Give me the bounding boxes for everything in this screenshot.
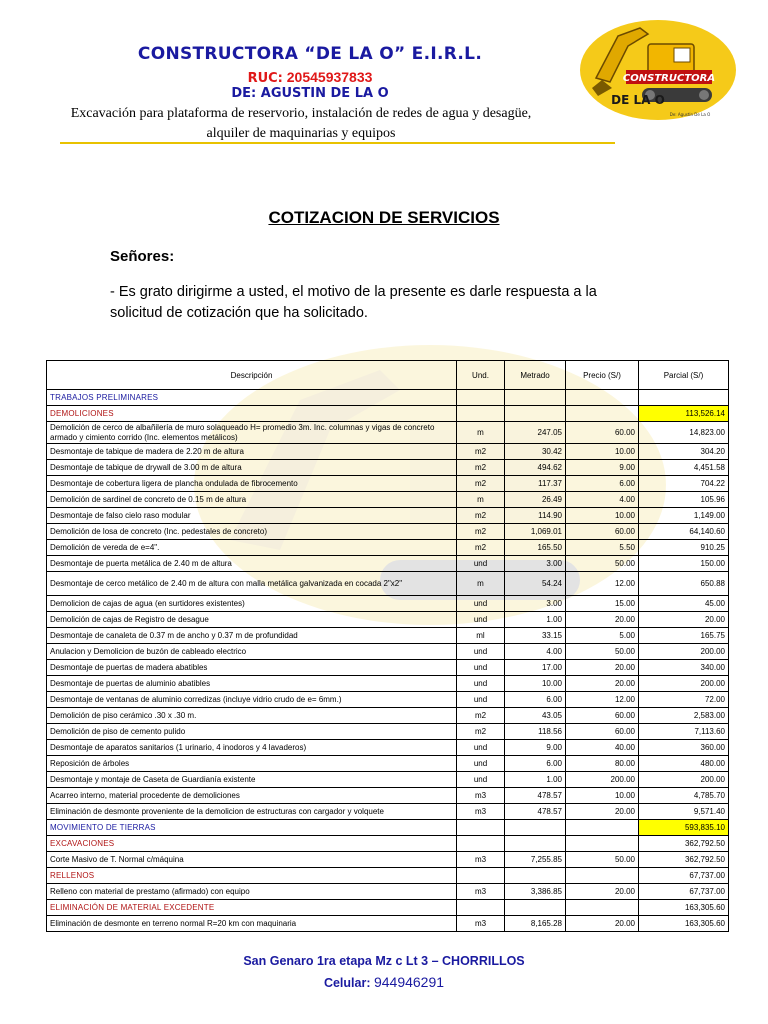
- row-unit: und: [457, 692, 505, 708]
- phone-label: Celular:: [323, 976, 371, 990]
- row-description: Desmontaje y montaje de Caseta de Guardianía existente: [47, 772, 457, 788]
- row-price: 10.00: [566, 788, 639, 804]
- row-partial: [639, 390, 729, 406]
- table-row: [47, 444, 729, 460]
- row-quantity: 10.00: [505, 676, 566, 692]
- row-quantity: 54.24: [505, 572, 566, 596]
- row-quantity: 26.49: [505, 492, 566, 508]
- row-description: Desmontaje de tabique de madera de 2.20 m de altura: [47, 444, 457, 460]
- row-partial: 165.75: [639, 628, 729, 644]
- table-row: [47, 884, 729, 900]
- salutation: Señores:: [110, 248, 175, 265]
- logo-text-top: CONSTRUCTORA: [622, 73, 716, 84]
- row-quantity: [505, 390, 566, 406]
- row-unit: m3: [457, 788, 505, 804]
- row-partial: 362,792.50: [639, 836, 729, 852]
- row-price: [566, 820, 639, 836]
- row-description: Demolición de vereda de e=4".: [47, 540, 457, 556]
- table-row: [47, 572, 729, 596]
- subsection-row: [47, 868, 729, 884]
- table-row: [47, 772, 729, 788]
- row-unit: und: [457, 772, 505, 788]
- row-description: ELIMINACIÓN DE MATERIAL EXCEDENTE: [47, 900, 457, 916]
- row-quantity: 114.90: [505, 508, 566, 524]
- row-partial: 67,737.00: [639, 884, 729, 900]
- row-unit: [457, 836, 505, 852]
- row-description: Demolición de piso de cemento pulido: [47, 724, 457, 740]
- row-unit: [457, 820, 505, 836]
- row-description: Desmontaje de canaleta de 0.37 m de ancho y 0.37 m de profundidad: [47, 628, 457, 644]
- row-price: 50.00: [566, 556, 639, 572]
- row-quantity: 494.62: [505, 460, 566, 476]
- row-quantity: 118.56: [505, 724, 566, 740]
- row-price: 60.00: [566, 524, 639, 540]
- row-quantity: 478.57: [505, 788, 566, 804]
- row-unit: und: [457, 556, 505, 572]
- row-partial: 304.20: [639, 444, 729, 460]
- row-quantity: 4.00: [505, 644, 566, 660]
- row-partial: 360.00: [639, 740, 729, 756]
- row-partial: 7,113.60: [639, 724, 729, 740]
- row-partial: 113,526.14: [639, 406, 729, 422]
- table-row: [47, 852, 729, 868]
- row-partial: 4,451.58: [639, 460, 729, 476]
- table-row: [47, 804, 729, 820]
- table-row: [47, 628, 729, 644]
- table-row: [47, 676, 729, 692]
- row-quantity: [505, 868, 566, 884]
- row-quantity: 247.05: [505, 422, 566, 444]
- col-header-partial: Parcial (S/): [639, 361, 729, 390]
- row-unit: m3: [457, 804, 505, 820]
- row-unit: m2: [457, 524, 505, 540]
- row-price: 60.00: [566, 422, 639, 444]
- row-description: Corte Masivo de T. Normal c/máquina: [47, 852, 457, 868]
- row-partial: 14,823.00: [639, 422, 729, 444]
- row-unit: [457, 868, 505, 884]
- table-row: [47, 740, 729, 756]
- table-row: [47, 596, 729, 612]
- row-description: Anulacion y Demolicion de buzón de cableado electrico: [47, 644, 457, 660]
- row-description: Desmontaje de puertas de madera abatibles: [47, 660, 457, 676]
- row-partial: 2,583.00: [639, 708, 729, 724]
- row-description: Demolición de cajas de Registro de desague: [47, 612, 457, 628]
- subsection-row: [47, 900, 729, 916]
- row-quantity: 33.15: [505, 628, 566, 644]
- row-price: 50.00: [566, 644, 639, 660]
- page-title: COTIZACION DE SERVICIOS: [268, 208, 500, 227]
- row-unit: m3: [457, 884, 505, 900]
- row-quantity: [505, 836, 566, 852]
- row-description: Eliminación de desmonte en terreno normal R=20 km con maquinaria: [47, 916, 457, 932]
- row-price: 4.00: [566, 492, 639, 508]
- table-row: [47, 788, 729, 804]
- table-row: [47, 460, 729, 476]
- row-unit: m2: [457, 708, 505, 724]
- row-description: Demolición de piso cerámico .30 x .30 m.: [47, 708, 457, 724]
- row-quantity: 117.37: [505, 476, 566, 492]
- row-partial: 340.00: [639, 660, 729, 676]
- row-quantity: 7,255.85: [505, 852, 566, 868]
- row-price: 20.00: [566, 612, 639, 628]
- row-price: 20.00: [566, 660, 639, 676]
- row-partial: 67,737.00: [639, 868, 729, 884]
- row-unit: m3: [457, 852, 505, 868]
- row-quantity: [505, 900, 566, 916]
- row-price: [566, 900, 639, 916]
- table-row: [47, 756, 729, 772]
- row-price: 20.00: [566, 884, 639, 900]
- row-partial: 650.88: [639, 572, 729, 596]
- row-partial: 704.22: [639, 476, 729, 492]
- row-quantity: 1.00: [505, 772, 566, 788]
- row-unit: m2: [457, 444, 505, 460]
- row-unit: m2: [457, 476, 505, 492]
- row-price: 80.00: [566, 756, 639, 772]
- row-description: Desmontaje de ventanas de aluminio corredizas (incluye vidrio crudo de e= 6mm.): [47, 692, 457, 708]
- quotation-table: [46, 360, 729, 932]
- footer-address: San Genaro 1ra etapa Mz c Lt 3 – CHORRILLOS: [243, 954, 525, 968]
- row-partial: 9,571.40: [639, 804, 729, 820]
- row-description: Desmontaje de cobertura ligera de plancha ondulada de fibrocemento: [47, 476, 457, 492]
- row-quantity: [505, 406, 566, 422]
- table-row: [47, 492, 729, 508]
- row-description: TRABAJOS PRELIMINARES: [47, 390, 457, 406]
- row-partial: 45.00: [639, 596, 729, 612]
- row-partial: 362,792.50: [639, 852, 729, 868]
- row-partial: 200.00: [639, 644, 729, 660]
- table-row: [47, 692, 729, 708]
- row-quantity: [505, 820, 566, 836]
- row-price: 15.00: [566, 596, 639, 612]
- row-unit: m: [457, 492, 505, 508]
- table-row: [47, 476, 729, 492]
- table-row: [47, 422, 729, 444]
- ruc-number: 20545937833: [286, 69, 373, 85]
- row-description: Desmontaje de puerta metálica de 2.40 m de altura: [47, 556, 457, 572]
- row-description: EXCAVACIONES: [47, 836, 457, 852]
- row-partial: 593,835.10: [639, 820, 729, 836]
- row-price: 10.00: [566, 444, 639, 460]
- row-price: 12.00: [566, 572, 639, 596]
- table-row: [47, 644, 729, 660]
- row-quantity: 3.00: [505, 556, 566, 572]
- company-owner: DE: AGUSTIN DE LA O: [231, 86, 389, 101]
- company-ruc: [80, 69, 540, 86]
- row-partial: 1,149.00: [639, 508, 729, 524]
- row-quantity: 1,069.01: [505, 524, 566, 540]
- footer-phone: [0, 974, 768, 990]
- row-quantity: 8,165.28: [505, 916, 566, 932]
- row-unit: m2: [457, 724, 505, 740]
- row-quantity: 3.00: [505, 596, 566, 612]
- row-description: RELLENOS: [47, 868, 457, 884]
- row-quantity: 6.00: [505, 692, 566, 708]
- row-partial: 72.00: [639, 692, 729, 708]
- row-price: 20.00: [566, 676, 639, 692]
- row-price: 6.00: [566, 476, 639, 492]
- row-quantity: 1.00: [505, 612, 566, 628]
- row-unit: und: [457, 612, 505, 628]
- row-unit: m2: [457, 540, 505, 556]
- intro-paragraph: - Es grato dirigirme a usted, el motivo de la presente es darle respuesta a la solicitud de cotización que ha solicitado.: [110, 284, 597, 321]
- header-divider: [60, 142, 615, 144]
- row-partial: 163,305.60: [639, 900, 729, 916]
- row-price: 50.00: [566, 852, 639, 868]
- row-partial: 200.00: [639, 676, 729, 692]
- row-quantity: 9.00: [505, 740, 566, 756]
- row-unit: m: [457, 572, 505, 596]
- row-quantity: 43.05: [505, 708, 566, 724]
- ruc-label: RUC:: [247, 71, 283, 86]
- row-price: 5.00: [566, 628, 639, 644]
- row-price: 12.00: [566, 692, 639, 708]
- table-row: [47, 540, 729, 556]
- row-price: 5.50: [566, 540, 639, 556]
- row-description: Eliminación de desmonte proveniente de la demolicion de estructuras con cargador y volquete: [47, 804, 457, 820]
- row-price: [566, 406, 639, 422]
- table-row: [47, 508, 729, 524]
- subsection-row: [47, 406, 729, 422]
- row-unit: und: [457, 756, 505, 772]
- row-price: 60.00: [566, 708, 639, 724]
- row-unit: ml: [457, 628, 505, 644]
- row-description: Desmontaje de tabique de drywall de 3.00 m de altura: [47, 460, 457, 476]
- row-partial: 4,785.70: [639, 788, 729, 804]
- row-price: [566, 390, 639, 406]
- company-description: Excavación para plataforma de reservorio, instalación de redes de agua y desagüe, alquiler de maquinarias y equipos: [70, 106, 532, 141]
- col-header-description: Descripción: [47, 361, 457, 390]
- table-row: [47, 524, 729, 540]
- row-quantity: 30.42: [505, 444, 566, 460]
- section-row: [47, 820, 729, 836]
- row-description: Desmontaje de aparatos sanitarios (1 urinario, 4 inodoros y 4 lavaderos): [47, 740, 457, 756]
- row-unit: [457, 900, 505, 916]
- row-description: DEMOLICIONES: [47, 406, 457, 422]
- row-price: [566, 868, 639, 884]
- table-body: [47, 390, 729, 932]
- row-price: [566, 836, 639, 852]
- row-partial: 150.00: [639, 556, 729, 572]
- row-description: MOVIMIENTO DE TIERRAS: [47, 820, 457, 836]
- company-logo: [578, 18, 738, 122]
- col-header-unit: Und.: [457, 361, 505, 390]
- row-quantity: 6.00: [505, 756, 566, 772]
- row-price: 200.00: [566, 772, 639, 788]
- row-quantity: 3,386.85: [505, 884, 566, 900]
- table-row: [47, 556, 729, 572]
- row-partial: 480.00: [639, 756, 729, 772]
- row-description: Demolición de sardinel de concreto de 0.15 m de altura: [47, 492, 457, 508]
- row-unit: m: [457, 422, 505, 444]
- row-unit: und: [457, 676, 505, 692]
- row-quantity: 17.00: [505, 660, 566, 676]
- phone-number: 944946291: [373, 974, 445, 990]
- row-price: 9.00: [566, 460, 639, 476]
- logo-text-bottom: DE LA O: [611, 93, 665, 107]
- col-header-price: Precio (S/): [566, 361, 639, 390]
- row-price: 20.00: [566, 804, 639, 820]
- row-price: 10.00: [566, 508, 639, 524]
- logo-caption: De: Agustin De La O: [669, 112, 711, 117]
- row-description: Demolicion de cajas de agua (en surtidores existentes): [47, 596, 457, 612]
- row-description: Demolición de cerco de albañilería de muro solaqueado H= promedio 3m. Inc. columnas y vigas de concreto armado y cimiento corrido (Inc. elementos metálicos): [47, 422, 457, 444]
- table-row: [47, 660, 729, 676]
- row-unit: m2: [457, 460, 505, 476]
- row-partial: 64,140.60: [639, 524, 729, 540]
- row-description: Relleno con material de prestamo (afirmado) con equipo: [47, 884, 457, 900]
- subsection-row: [47, 836, 729, 852]
- row-price: 20.00: [566, 916, 639, 932]
- row-unit: und: [457, 596, 505, 612]
- row-unit: m2: [457, 508, 505, 524]
- row-unit: [457, 406, 505, 422]
- row-partial: 105.96: [639, 492, 729, 508]
- col-header-quantity: Metrado: [505, 361, 566, 390]
- row-quantity: 165.50: [505, 540, 566, 556]
- table-row: [47, 708, 729, 724]
- row-description: Desmontaje de falso cielo raso modular: [47, 508, 457, 524]
- row-description: Desmontaje de puertas de aluminio abatibles: [47, 676, 457, 692]
- table-row: [47, 916, 729, 932]
- table-header-row: [47, 361, 729, 390]
- row-price: 40.00: [566, 740, 639, 756]
- row-unit: und: [457, 644, 505, 660]
- row-partial: 20.00: [639, 612, 729, 628]
- row-description: Reposición de árboles: [47, 756, 457, 772]
- row-partial: 200.00: [639, 772, 729, 788]
- row-price: 60.00: [566, 724, 639, 740]
- row-partial: 910.25: [639, 540, 729, 556]
- row-quantity: 478.57: [505, 804, 566, 820]
- section-row: [47, 390, 729, 406]
- row-description: Desmontaje de cerco metálico de 2.40 m de altura con malla metálica galvanizada en cocada 2"x2": [47, 572, 457, 596]
- table-row: [47, 724, 729, 740]
- row-partial: 163,305.60: [639, 916, 729, 932]
- row-unit: m3: [457, 916, 505, 932]
- row-unit: und: [457, 740, 505, 756]
- table-row: [47, 612, 729, 628]
- row-description: Demolición de losa de concreto (Inc. pedestales de concreto): [47, 524, 457, 540]
- row-description: Acarreo interno, material procedente de demoliciones: [47, 788, 457, 804]
- company-name: CONSTRUCTORA “DE LA O” E.I.R.L.: [137, 44, 483, 64]
- row-unit: und: [457, 660, 505, 676]
- row-unit: [457, 390, 505, 406]
